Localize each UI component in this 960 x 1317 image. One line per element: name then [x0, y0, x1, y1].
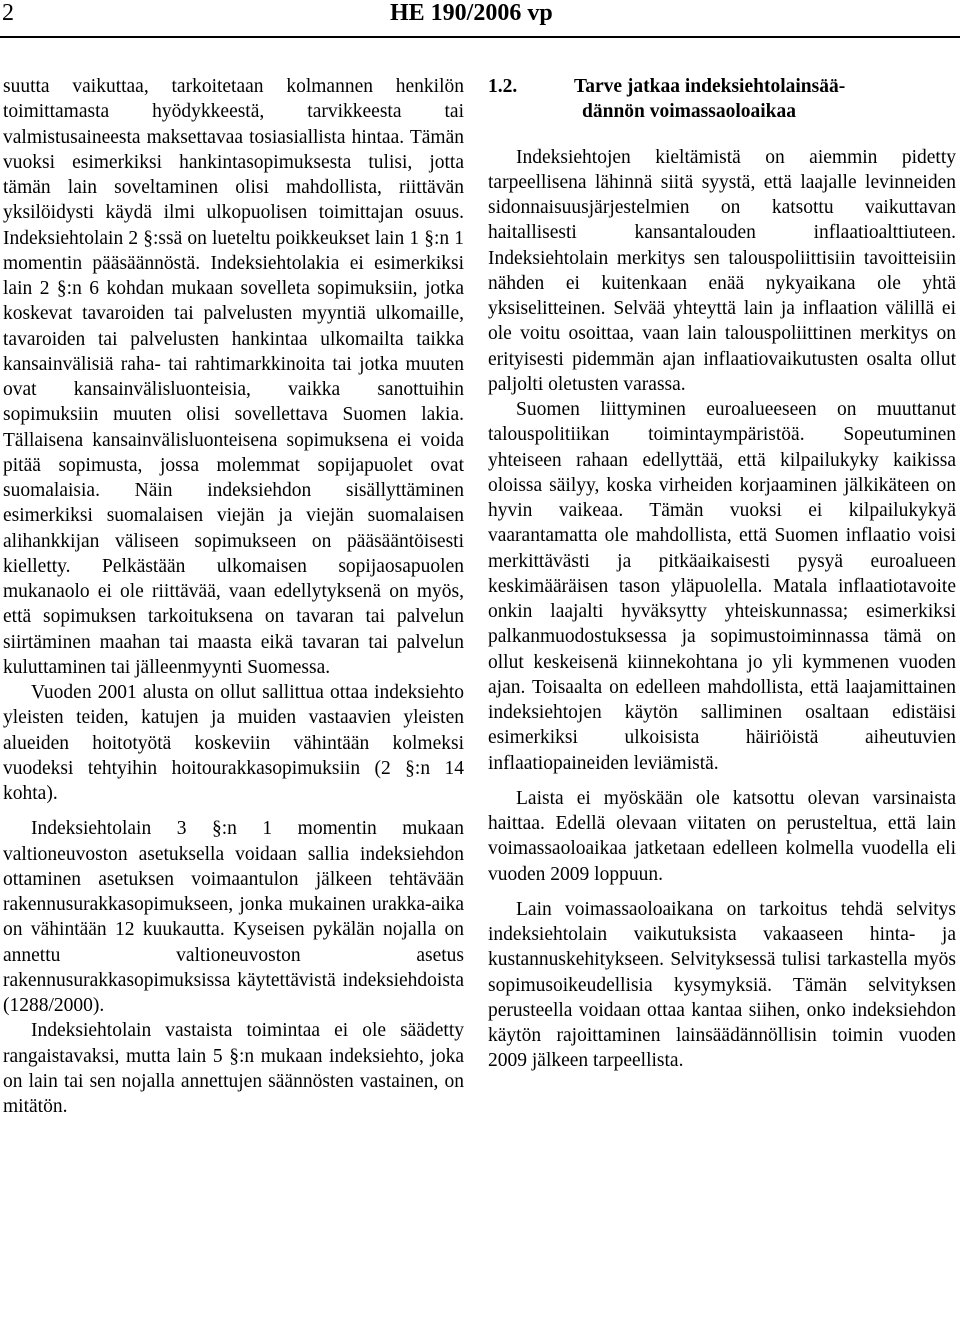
left-column: [3, 74, 464, 1119]
paragraph-invalidity: Indeksiehtolain vastaista toimintaa ei ole säädetty rangaistavaksi, mutta lain 5 §:n mukaan indeksiehto, joka on lain tai sen nojalla annettujen säännösten vastainen, on mitätön.: [3, 1020, 464, 1117]
paragraph-construction-contracts: Indeksiehtolain 3 §:n 1 momentin mukaan valtioneuvoston asetuksella voidaan sallia indeksiehdon ottaminen asetuksen voimaantulon jälkeen tehtävään rakennusurakkasopimukseen, jonka mukainen urakka-aika on vähintään 12 kuukautta. Kyseisen pykälän nojalla on annettu valtioneuvoston asetus rakennusurakkasopimuksissa käytettävistä indeksiehdoista (1288/2000).: [3, 818, 464, 1016]
section-title-line-2: dännön voimassaoloaikaa: [582, 101, 797, 123]
section-heading: [488, 74, 956, 125]
right-column: [488, 74, 956, 1074]
paragraph-background: Indeksiehtojen kieltämistä on aiemmin pidetty tarpeellisena lähinnä siitä syystä, että laajalle levinneiden sidonnaisuusjärjestelmien on katsottu vaikuttavan haitallisesti kansantalouden inflaatioalttiuteen. Indeksiehtolain merkitys sen talouspoliittisiin tavoitteisiin nähden ei kuitenkaan enää nykyaikana ole yhtä yksiselitteinen. Selvää yhteyttä lain ja inflaation välillä ei ole voitu osoittaa, vaan lain talouspoliittinen merkitys on erityisesti pidemmän ajan inflaatiovaikutusten osalta ollut paljolti oletusten varassa.: [488, 146, 956, 395]
page-number: 2: [2, 0, 14, 26]
paragraph-2001-road-maintenance: Vuoden 2001 alusta on ollut sallittua ottaa indeksiehto yleisten teiden, katujen ja muiden vastaavien yleisten alueiden hoitotyötä koskeviin vähintään kolmeksi vuodeksi tehtyihin hoitourakkasopimuksiin (2 §:n 14 kohta).: [3, 682, 464, 804]
header-rule: [0, 36, 960, 38]
paragraph-euro-area: Suomen liittyminen euroalueeseen on muuttanut talouspolitiikan toimintaympäristöä. Sopeutuminen yhteiseen rahaan edellyttää, että kilpailukyky kaikissa oloissa säilyy, koska virheiden korjaaminen jälkikäteen on hyvin vaikeaa. Tämän vuoksi ei kilpailukykyä vaarantamatta ole mahdollista, että Suomen inflaatio voisi merkittävästi ja pitkäaikaisesti pysyä euroalueen keskimääräisen tason yläpuolella. Matala inflaatiotavoite onkin laajalti hyväksytty yhteiskunnassa; esimerkiksi palkanmuodostuksessa ja sopimustoiminnassa tämä on ollut keskeisenä kiinnekohtana jo yli kymmenen vuoden ajan. Toisaalta on edelleen mahdollista, että laajamittainen indeksiehtojen käytön salliminen osaltaan edistäisi esimerkiksi ulkoisista häiriöistä aiheutuvien inflaatiopaineiden leviämistä.: [488, 399, 956, 774]
section-number: 1.2.: [488, 76, 518, 97]
paragraph-study: Lain voimassaoloaikana on tarkoitus tehdä selvitys indeksiehtolain vaikutuksista vakaaseen hinta- ja kustannuskehitykseen. Selvityksessä tulisi tarkastella myös sopimusoikeudellisia kysymyksiä. Tämän selvityksen perusteella voidaan ottaa kantaa siihen, onko indeksiehdon käytön rajoittaminen lainsäädännöllisin toimin vuoden 2009 jälkeen tarpeellista.: [488, 898, 956, 1072]
page-header: [0, 0, 960, 38]
paragraph-extension: Laista ei myöskään ole katsottu olevan varsinaista haittaa. Edellä olevaan viitaten on perusteltua, että lain voimassaoloaikaa jatketaan edelleen kolmella vuodella eli vuoden 2009 loppuun.: [488, 787, 956, 885]
running-title: HE 190/2006 vp: [390, 0, 553, 26]
section-title-line-1: Tarve jatkaa indeksiehtolainsää-: [574, 76, 846, 97]
paragraph-continuation: suutta vaikuttaa, tarkoitetaan kolmannen henkilön toimittamasta hyödykkeestä, tarvikkeesta tai valmistusaineesta maksettavaa tosiasiallista hintaa. Tämän vuoksi esimerkiksi hankintasopimuksesta tulisi, jotta tämän lain soveltaminen olisi mahdollista, riittävän yksilöidysti käydä ilmi ulkopuolisen toimittajan osuus. Indeksiehtolain 2 §:ssä on lueteltu poikkeukset lain 1 §:n 1 momentin pääsäännöstä. Indeksiehtolakia ei esimerkiksi lain 2 §:n 6 kohdan mukaan sovelleta sopimuksiin, jotka koskevat tavaroiden tai palvelusten myyntiä ulkomaille, tavaroiden tai palvelusten hankintaa ulkomailta taikka kansainvälisiä raha- tai rahtimarkkinoita tai jotka muuten ovat kansainvälisluonteisia, vaikka sanottuihin sopimuksiin muuten olisi sovellettava Suomen lakia. Tällaisena kansainvälisluonteisena sopimuksena ei voida pitää sopimusta, jossa molemmat sopijapuolet ovat suomalaisia. Näin indeksiehdon sisällyttäminen esimerkiksi suomalaisen viejän ja viejän suomalaisen alihankkijan väliseen sopimukseen on pääsääntöisesti kielletty. Pelkästään ulkomaisen sopijaosapuolen mukanaolo ei ole riittävää, vaan edellytyksenä on myös, että sopimuksen tarkoituksena on tavaran tai palvelun siirtäminen maahan tai maasta eikä tavaran tai palvelun kuluttaminen tai jälleenmyynti Suomessa.: [3, 76, 464, 678]
section-title: [574, 74, 956, 125]
